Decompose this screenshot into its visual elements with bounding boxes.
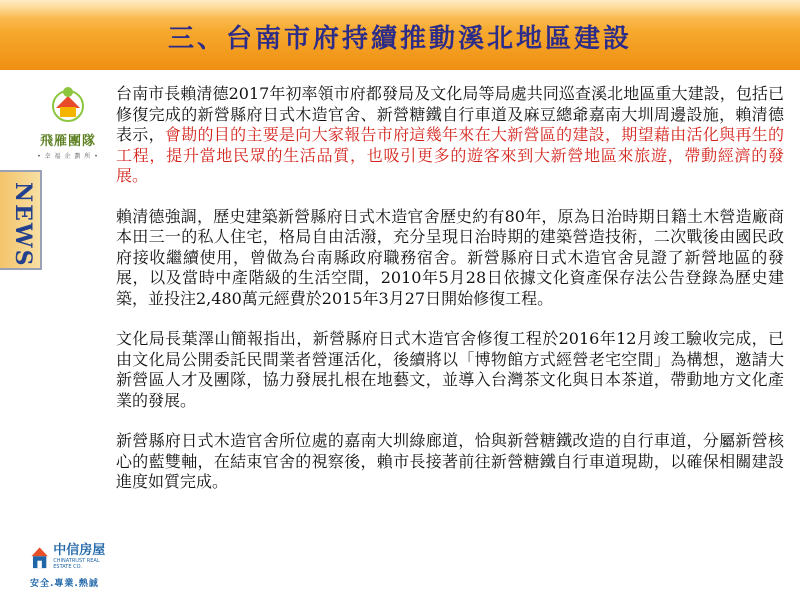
- chinatrust-logo: [30, 540, 110, 589]
- house-leaf-logo-icon: [48, 84, 88, 124]
- chinatrust-slogan: 安全.專業.熱誠: [30, 579, 99, 589]
- chinatrust-brand-en: CHINATRUST REAL ESTATE CO.: [53, 558, 100, 570]
- chinatrust-brand: 中信房屋: [53, 543, 106, 558]
- paragraph-2: 賴清德強調，歷史建築新營縣府日式木造官舍歷史約有80年，原為日治時期日籍土木營造廠商本田三一的私人住宅，格局自由活潑，充分呈現日治時期的建築營造技術，二次戰後由國民政府接收繼續使用，曾做為台南縣政府職務宿舍。新營縣府日式木造官舍見證了新營地區的發展，以及當時中產階級的生活空間，2010年5月28日依據文化資產保存法公告登錄為歷史建築，並投注2,480萬元經費於2015年3月27日開始修復工程。: [116, 206, 784, 308]
- news-label: NEWS: [10, 182, 36, 268]
- news-tab: [0, 170, 42, 270]
- paragraph-3: 文化局長葉澤山簡報指出，新營縣府日式木造官舍修復工程於2016年12月竣工驗收完成，已由文化局公開委託民間業者營運活化，後續將以「博物館方式經營老宅空間」為構想，邀請大新營區人才及團隊，協力發展扎根在地藝文，並導入台灣茶文化與日本茶道，帶動地方文化產業的發展。: [116, 329, 784, 410]
- feiyan-team-slogan: • 幸 福 企 劃 所 •: [37, 153, 99, 160]
- title-banner: [0, 0, 800, 70]
- page-title: 三、台南市府持續推動溪北地區建設: [167, 24, 632, 54]
- paragraph-1-text: 台南市長賴清德2017年初率領市府都發局及文化局等局處共同巡查溪北地區重大建設，包括已修復完成的新營縣府日式木造官舍、新營糖鐵自行車道及麻豆總爺嘉南大圳周邊設施，賴清德表示，: [116, 84, 784, 144]
- banner-shine: [0, 0, 800, 18]
- feiyan-team-logo: [30, 84, 106, 160]
- paragraph-1: [116, 84, 784, 187]
- paragraph-1-highlight: 會勘的目的主要是向大家報告市府這幾年來在大新營區的建設，期望藉由活化與再生的工程，提升當地民眾的生活品質，也吸引更多的遊客來到大新營地區來旅遊，帶動經濟的發展。: [116, 125, 784, 185]
- chinatrust-house-icon: [30, 540, 49, 574]
- paragraph-4: 新營縣府日式木造官舍所位處的嘉南大圳綠廊道，恰與新營糖鐵改造的自行車道，分屬新營核心的藍雙軸，在結束官舍的視察後，賴市長接著前往新營糖鐵自行車道現勘，以確保相關建設進度如質完成。: [116, 431, 784, 491]
- feiyan-team-name: 飛雁團隊: [39, 134, 96, 149]
- article-body: [116, 84, 784, 513]
